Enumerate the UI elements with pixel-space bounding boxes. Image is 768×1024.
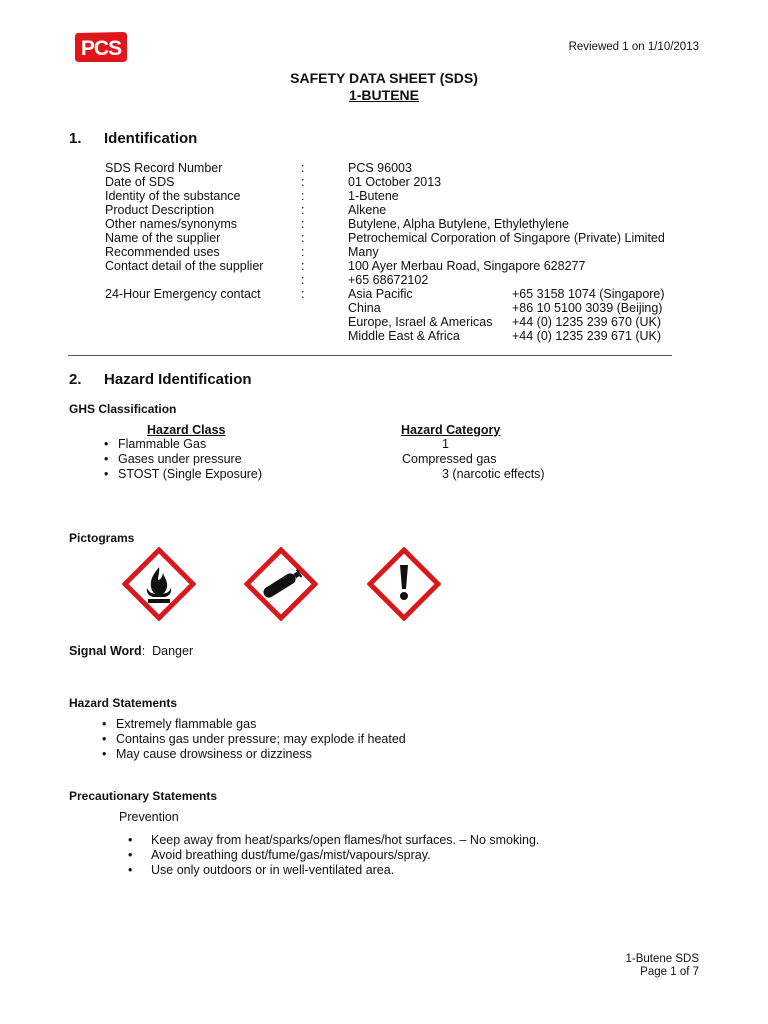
id-value: 1-Butene [348, 189, 399, 203]
bullet-icon: • [128, 863, 133, 877]
hazard-category-value: 3 (narcotic effects) [442, 467, 545, 481]
page-number: Page 1 of 7 [640, 966, 699, 978]
id-key: SDS Record Number [105, 161, 223, 175]
bullet-icon: • [128, 833, 133, 847]
id-value: PCS 96003 [348, 161, 412, 175]
id-colon: : [301, 273, 305, 287]
section-2-number: 2. [69, 371, 82, 388]
hazard-class-header: Hazard Class [147, 423, 226, 437]
hazard-category-value: 1 [442, 437, 449, 451]
bullet-icon: • [102, 747, 107, 761]
document-title: SAFETY DATA SHEET (SDS) [290, 70, 478, 86]
id-key: Other names/synonyms [105, 217, 237, 231]
bullet-icon: • [104, 437, 109, 451]
ghs-classification-heading: GHS Classification [69, 402, 177, 416]
id-colon: : [301, 175, 305, 189]
id-value: 01 October 2013 [348, 175, 442, 189]
bullet-icon: • [102, 732, 107, 746]
section-1-number: 1. [69, 130, 82, 147]
id-key: Date of SDS [105, 175, 175, 189]
id-colon: : [301, 287, 305, 301]
substance-title: 1-BUTENE [348, 87, 419, 103]
logo-text: PCS [80, 37, 122, 60]
id-colon: : [301, 161, 305, 175]
emergency-region: Middle East & Africa [348, 329, 460, 343]
hazard-category-header: Hazard Category [401, 423, 501, 437]
id-value: Many [348, 245, 379, 259]
id-value: Butylene, Alpha Butylene, Ethylethylene [348, 217, 569, 231]
emergency-region: Asia Pacific [348, 287, 413, 301]
bullet-icon: • [102, 717, 107, 731]
emergency-phone: +86 10 5100 3039 (Beijing) [512, 301, 663, 315]
gas-cylinder-icon [244, 547, 318, 621]
section-1-title: Identification [104, 130, 198, 147]
bullet-icon: • [104, 467, 109, 481]
id-colon: : [301, 259, 305, 273]
id-value: Petrochemical Corporation of Singapore (Private) Limited [348, 231, 665, 245]
id-key: Identity of the substance [105, 189, 241, 203]
pictograms-heading: Pictograms [69, 531, 135, 545]
id-value: Alkene [348, 203, 387, 217]
emergency-region: China [348, 301, 381, 315]
precautionary-statements-heading: Precautionary Statements [69, 789, 218, 803]
signal-word-label: Signal Word [69, 644, 142, 658]
bullet-icon: • [104, 452, 109, 466]
emergency-phone: +44 (0) 1235 239 670 (UK) [512, 315, 662, 329]
emergency-region: Europe, Israel & Americas [348, 315, 493, 329]
review-date: Reviewed 1 on 1/10/2013 [568, 41, 699, 53]
emergency-phone: +65 3158 1074 (Singapore) [512, 287, 665, 301]
emergency-phone: +44 (0) 1235 239 671 (UK) [512, 329, 662, 343]
id-colon: : [301, 245, 305, 259]
exclamation-icon [367, 547, 441, 621]
id-key: Contact detail of the supplier [105, 259, 264, 273]
section-2-title: Hazard Identification [104, 371, 252, 388]
id-colon: : [301, 189, 305, 203]
id-colon: : [301, 231, 305, 245]
bullet-icon: • [128, 848, 133, 862]
footer-document-name: 1-Butene SDS [625, 953, 699, 965]
id-value: +65 68672102 [348, 273, 429, 287]
id-colon: : [301, 217, 305, 231]
signal-word-line: Signal Word: Danger [69, 644, 194, 658]
id-key: Name of the supplier [105, 231, 221, 245]
id-key: Product Description [105, 203, 215, 217]
id-key: Recommended uses [105, 245, 220, 259]
emergency-key: 24-Hour Emergency contact [105, 287, 261, 301]
signal-word-value: Danger [152, 644, 194, 658]
section-divider [68, 355, 672, 356]
pcs-logo [72, 28, 130, 66]
hazard-statements-heading: Hazard Statements [69, 696, 178, 710]
prevention-label: Prevention [119, 810, 179, 824]
hazard-category-value: Compressed gas [402, 452, 497, 466]
flame-icon [122, 547, 196, 621]
id-colon: : [301, 203, 305, 217]
id-value: 100 Ayer Merbau Road, Singapore 628277 [348, 259, 586, 273]
